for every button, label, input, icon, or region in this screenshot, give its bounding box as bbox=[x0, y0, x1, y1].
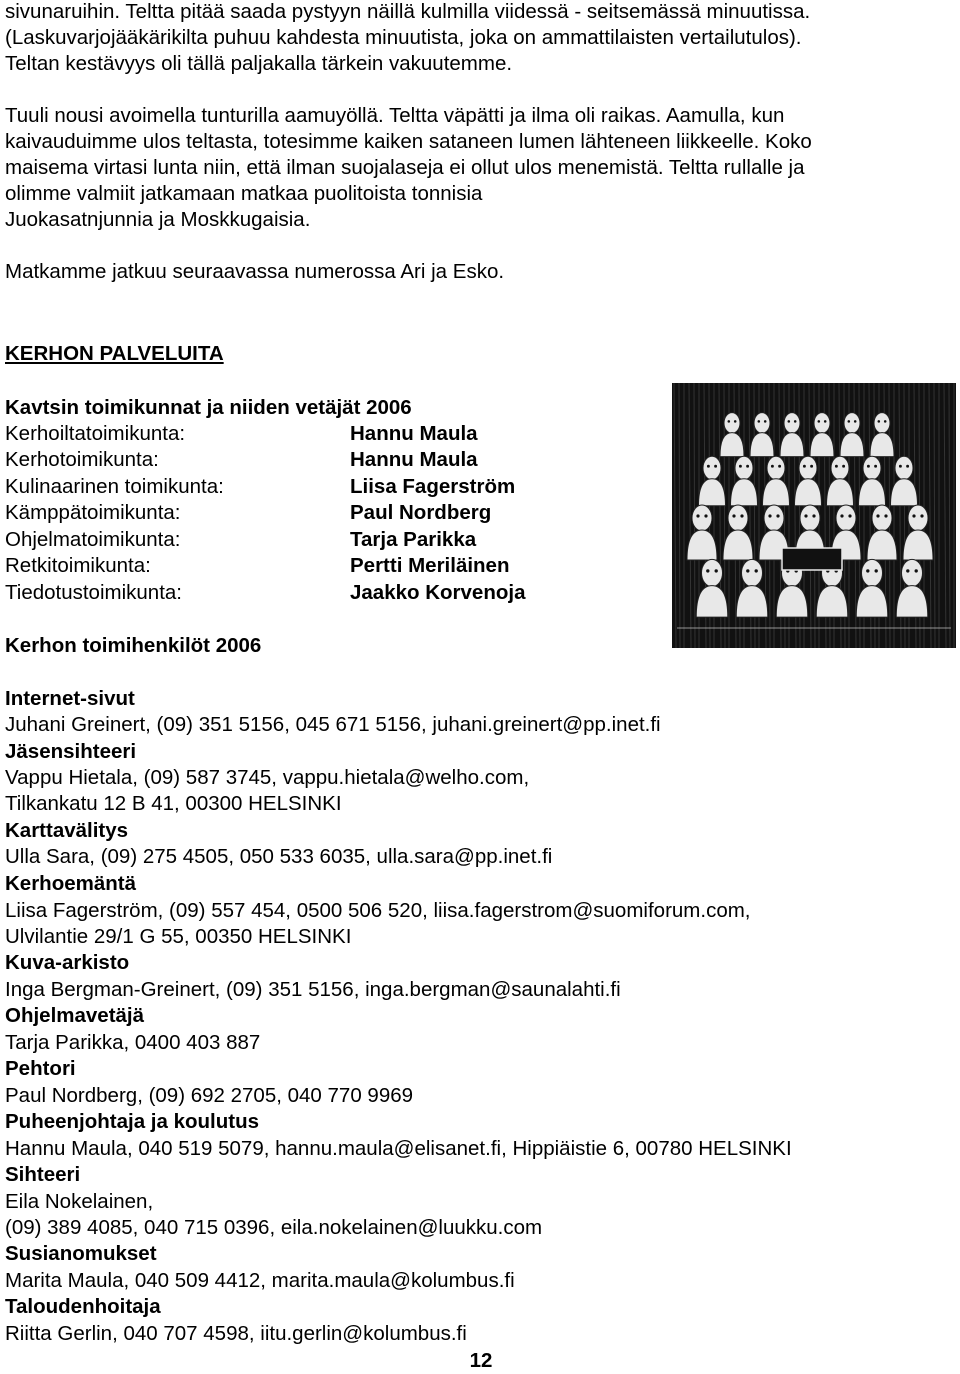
figure-person bbox=[859, 456, 886, 506]
story-line: Teltan kestävyys oli tällä paljakalla tärkein vakuutemme. bbox=[5, 52, 513, 75]
story-line: kaivauduimme ulos teltasta, totesimme kaiken sataneen lumen lähteneen liikkeelle. Koko bbox=[5, 130, 812, 153]
committee-leader: Tarja Parikka bbox=[350, 528, 477, 551]
figure-person bbox=[870, 413, 894, 457]
hatch-line bbox=[689, 383, 691, 648]
official-contact: Ulla Sara, (09) 275 4505, 050 533 6035, ulla.sara@pp.inet.fi bbox=[5, 845, 553, 868]
story-line: Juokasatnjunnia ja Moskkugaisia. bbox=[5, 208, 311, 231]
committee-name: Tiedotustoimikunta: bbox=[5, 581, 182, 604]
committee-leader: Liisa Fagerström bbox=[350, 475, 516, 498]
official-contact: Hannu Maula, 040 519 5079, hannu.maula@elisanet.fi, Hippiäistie 6, 00780 HELSINKI bbox=[5, 1137, 792, 1160]
group-portrait-drawing bbox=[672, 383, 956, 648]
hatch-line bbox=[944, 383, 946, 648]
official-contact: Eila Nokelainen, bbox=[5, 1190, 154, 1213]
officials-heading: Kerhon toimihenkilöt 2006 bbox=[5, 634, 262, 657]
figure-person bbox=[699, 456, 726, 506]
figure-person bbox=[810, 413, 834, 457]
figure-person bbox=[750, 413, 774, 457]
official-contact: Ulvilantie 29/1 G 55, 00350 HELSINKI bbox=[5, 925, 352, 948]
official-role: Kuva-arkisto bbox=[5, 951, 130, 974]
official-role: Puheenjohtaja ja koulutus bbox=[5, 1110, 260, 1133]
figure-person bbox=[696, 559, 728, 617]
official-contact: Juhani Greinert, (09) 351 5156, 045 671 5156, juhani.greinert@pp.inet.fi bbox=[5, 713, 661, 736]
committee-name: Ohjelmatoimikunta: bbox=[5, 528, 181, 551]
hatch-line bbox=[679, 383, 680, 648]
official-role: Susianomukset bbox=[5, 1242, 157, 1265]
official-contact: Riitta Gerlin, 040 707 4598, iitu.gerlin@kolumbus.fi bbox=[5, 1322, 467, 1345]
official-contact: Tilkankatu 12 B 41, 00300 HELSINKI bbox=[5, 792, 342, 815]
committee-name: Kerhoiltatoimikunta: bbox=[5, 422, 186, 445]
official-role: Jäsensihteeri bbox=[5, 740, 137, 763]
story-line: Matkamme jatkuu seuraavassa numerossa Ari ja Esko. bbox=[5, 260, 505, 283]
figure-person bbox=[840, 413, 864, 457]
committee-name: Kerhotoimikunta: bbox=[5, 448, 159, 471]
official-contact: Liisa Fagerström, (09) 557 454, 0500 506 520, liisa.fagerstrom@suomiforum.com, bbox=[5, 899, 751, 922]
figure-person bbox=[867, 505, 897, 560]
figure-person bbox=[720, 413, 744, 457]
committee-name: Retkitoimikunta: bbox=[5, 554, 151, 577]
story-line: sivunaruihin. Teltta pitää saada pystyyn näillä kulmilla viidessä - seitsemässä minuutissa. bbox=[5, 0, 811, 23]
hatch-line bbox=[674, 383, 676, 648]
official-role: Ohjelmavetäjä bbox=[5, 1004, 145, 1027]
figure-person bbox=[723, 505, 753, 560]
official-role: Internet-sivut bbox=[5, 687, 135, 710]
page-number: 12 bbox=[469, 1349, 493, 1372]
committee-leader: Paul Nordberg bbox=[350, 501, 492, 524]
story-line: Tuuli nousi avoimella tunturilla aamuyöllä. Teltta väpätti ja ilma oli raikas. Aamulla, kun bbox=[5, 104, 785, 127]
hatch-line bbox=[934, 383, 935, 648]
board-sign bbox=[782, 548, 842, 570]
figure-person bbox=[763, 456, 790, 506]
figure-person bbox=[795, 456, 822, 506]
figure-person bbox=[856, 559, 888, 617]
committee-name: Kulinaarinen toimikunta: bbox=[5, 475, 224, 498]
official-role: Karttavälitys bbox=[5, 819, 129, 842]
story-line: olimme valmiit jatkamaan matkaa puolitoista tonnisia bbox=[5, 182, 483, 205]
story-line: (Laskuvarjojääkärikilta puhuu kahdesta minuutista, joka on ammattilaisten vertailutulos). bbox=[5, 26, 802, 49]
official-contact: Vappu Hietala, (09) 587 3745, vappu.hietala@welho.com, bbox=[5, 766, 530, 789]
figure-person bbox=[780, 413, 804, 457]
group-portrait-icon bbox=[672, 383, 956, 648]
committee-leader: Hannu Maula bbox=[350, 422, 478, 445]
section-title: KERHON PALVELUITA bbox=[5, 342, 224, 365]
committees-heading: Kavtsin toimikunnat ja niiden vetäjät 2006 bbox=[5, 396, 412, 419]
committee-leader: Pertti Meriläinen bbox=[350, 554, 510, 577]
official-role: Kerhoemäntä bbox=[5, 872, 137, 895]
official-role: Pehtori bbox=[5, 1057, 76, 1080]
figure-person bbox=[687, 505, 717, 560]
committee-leader: Hannu Maula bbox=[350, 448, 478, 471]
committee-leader: Jaakko Korvenoja bbox=[350, 581, 526, 604]
figure-person bbox=[736, 559, 768, 617]
official-contact: Tarja Parikka, 0400 403 887 bbox=[5, 1031, 261, 1054]
official-role: Sihteeri bbox=[5, 1163, 81, 1186]
official-contact: Marita Maula, 040 509 4412, marita.maula@kolumbus.fi bbox=[5, 1269, 515, 1292]
figure-person bbox=[903, 505, 933, 560]
hatch-line bbox=[949, 383, 950, 648]
official-role: Taloudenhoitaja bbox=[5, 1295, 161, 1318]
official-contact: Inga Bergman-Greinert, (09) 351 5156, inga.bergman@saunalahti.fi bbox=[5, 978, 621, 1001]
story-line: maisema virtasi lunta niin, että ilman suojalaseja ei ollut ulos menemistä. Teltta rullalle ja bbox=[5, 156, 805, 179]
official-contact: Paul Nordberg, (09) 692 2705, 040 770 9969 bbox=[5, 1084, 414, 1107]
official-contact: (09) 389 4085, 040 715 0396, eila.nokelainen@luukku.com bbox=[5, 1216, 543, 1239]
hatch-line bbox=[929, 383, 931, 648]
figure-person bbox=[891, 456, 918, 506]
committee-name: Kämppätoimikunta: bbox=[5, 501, 181, 524]
